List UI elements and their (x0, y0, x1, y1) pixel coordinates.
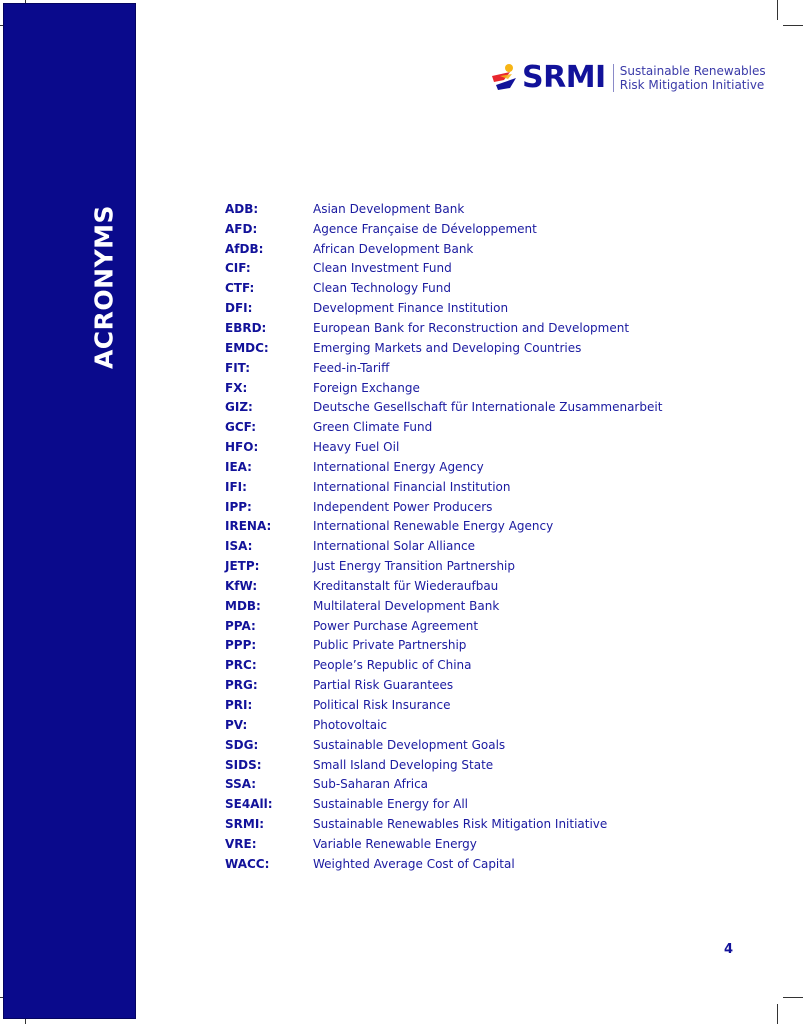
logo-tagline-line2: Risk Mitigation Initiative (619, 78, 765, 92)
acronym-row (225, 636, 662, 656)
acronym-term: SDG: (225, 737, 259, 752)
acronym-term: HFO: (225, 440, 259, 455)
acronym-term: IFI: (225, 479, 247, 494)
acronym-definition: Green Climate Fund (313, 420, 433, 435)
acronym-row (225, 358, 662, 378)
acronym-term: PRI: (225, 698, 253, 713)
acronym-term: PRG: (225, 678, 258, 693)
acronym-term: ISA: (225, 539, 253, 554)
acronym-row (225, 794, 662, 814)
acronym-row (225, 655, 662, 675)
acronym-term: PV: (225, 717, 248, 732)
acronym-definition: Variable Renewable Energy (313, 836, 477, 851)
acronym-term: KfW: (225, 578, 258, 593)
crop-mark (783, 25, 803, 26)
acronym-definition: Asian Development Bank (313, 201, 465, 216)
acronym-definition: Sustainable Development Goals (313, 737, 506, 752)
acronym-term: AfDB: (225, 241, 264, 256)
acronym-definition: Weighted Average Cost of Capital (313, 856, 515, 871)
acronym-row (225, 417, 662, 437)
logo-divider (613, 64, 614, 92)
acronym-row (225, 834, 662, 854)
logo-tagline (620, 64, 766, 92)
acronym-definition: Agence Française de Développement (313, 221, 537, 236)
acronym-row (225, 675, 662, 695)
acronym-definition: Small Island Developing State (313, 757, 494, 772)
acronym-row (225, 397, 662, 417)
acronym-row (225, 298, 662, 318)
acronym-row (225, 576, 662, 596)
acronym-definition: Multilateral Development Bank (313, 598, 500, 613)
acronym-row (225, 517, 662, 537)
acronym-term: GCF: (225, 420, 256, 435)
acronym-row (225, 774, 662, 794)
acronym-term: SE4All: (225, 797, 273, 812)
acronym-term: FX: (225, 380, 248, 395)
acronym-term: VRE: (225, 836, 257, 851)
acronym-term: EBRD: (225, 320, 267, 335)
acronym-row (225, 278, 662, 298)
acronym-row (225, 338, 662, 358)
srmi-logo-mark-icon (490, 63, 518, 93)
acronym-definition: International Solar Alliance (313, 539, 475, 554)
acronym-term: EMDC: (225, 340, 269, 355)
acronym-term: ADB: (225, 201, 259, 216)
acronym-definition: Political Risk Insurance (313, 698, 451, 713)
acronym-definition: Kreditanstalt für Wiederaufbau (313, 578, 499, 593)
acronym-definition: Emerging Markets and Developing Countries (313, 340, 582, 355)
acronym-row (225, 437, 662, 457)
acronym-row (225, 596, 662, 616)
acronym-row (225, 318, 662, 338)
acronym-definition: Public Private Partnership (313, 638, 467, 653)
acronym-term: MDB: (225, 598, 261, 613)
acronym-row (225, 457, 662, 477)
acronym-term: SRMI: (225, 817, 265, 832)
page-number: 4 (724, 942, 734, 957)
acronym-definition: European Bank for Reconstruction and Development (313, 320, 630, 335)
acronym-term: PPA: (225, 618, 256, 633)
acronym-definition: International Energy Agency (313, 459, 484, 474)
crop-mark (777, 1004, 778, 1024)
acronym-definition: People’s Republic of China (313, 658, 472, 673)
acronym-row (225, 239, 662, 259)
acronym-term: AFD: (225, 221, 258, 236)
acronym-definition: Power Purchase Agreement (313, 618, 479, 633)
acronym-definition: Foreign Exchange (313, 380, 420, 395)
acronym-row (225, 497, 662, 517)
acronym-definition: Just Energy Transition Partnership (313, 559, 516, 574)
acronym-definition: African Development Bank (313, 241, 474, 256)
acronym-term: CIF: (225, 261, 251, 276)
acronym-term: JETP: (225, 559, 260, 574)
acronym-definition: International Renewable Energy Agency (313, 519, 554, 534)
acronym-row (225, 854, 662, 874)
acronym-term: PRC: (225, 658, 257, 673)
acronym-definition: Clean Technology Fund (313, 281, 451, 296)
acronym-row (225, 755, 662, 775)
acronym-term: IEA: (225, 459, 252, 474)
crop-mark (783, 997, 803, 998)
acronym-row (225, 378, 662, 398)
acronym-row (225, 556, 662, 576)
acronym-definition: Independent Power Producers (313, 499, 493, 514)
acronym-row (225, 477, 662, 497)
acronym-term: FIT: (225, 360, 250, 375)
acronym-term: DFI: (225, 301, 253, 316)
acronym-row (225, 695, 662, 715)
acronym-definition: Photovoltaic (313, 717, 387, 732)
acronym-definition: Sustainable Renewables Risk Mitigation Initiative (313, 817, 608, 832)
acronym-definition: Feed-in-Tariff (313, 360, 390, 375)
acronym-definition: Deutsche Gesellschaft für Internationale Zusammenarbeit (313, 400, 663, 415)
sidebar-title: ACRONYMS (89, 204, 119, 370)
acronym-term: SSA: (225, 777, 257, 792)
logo-wordmark: SRMI (522, 60, 606, 95)
acronym-term: IRENA: (225, 519, 272, 534)
acronym-definition: Sub-Saharan Africa (313, 777, 429, 792)
acronym-row (225, 199, 662, 219)
acronym-row (225, 814, 662, 834)
acronym-row (225, 219, 662, 239)
acronym-term: SIDS: (225, 757, 262, 772)
sidebar (3, 3, 136, 1019)
acronym-row (225, 735, 662, 755)
acronym-term: CTF: (225, 281, 255, 296)
acronym-term: PPP: (225, 638, 257, 653)
logo-tagline-line1: Sustainable Renewables (619, 64, 766, 78)
acronym-term: WACC: (225, 856, 270, 871)
acronym-definition: Sustainable Energy for All (313, 797, 468, 812)
acronym-row (225, 259, 662, 279)
acronym-definition: Partial Risk Guarantees (313, 678, 454, 693)
acronym-definition: Heavy Fuel Oil (313, 440, 400, 455)
crop-mark (777, 0, 778, 20)
acronym-term: GIZ: (225, 400, 253, 415)
acronym-definition: Clean Investment Fund (313, 261, 452, 276)
acronym-list (225, 199, 662, 874)
srmi-logo (490, 60, 766, 96)
acronym-row (225, 616, 662, 636)
acronym-row (225, 715, 662, 735)
acronym-definition: Development Finance Institution (313, 301, 509, 316)
acronym-row (225, 536, 662, 556)
acronym-term: IPP: (225, 499, 252, 514)
acronym-definition: International Financial Institution (313, 479, 511, 494)
